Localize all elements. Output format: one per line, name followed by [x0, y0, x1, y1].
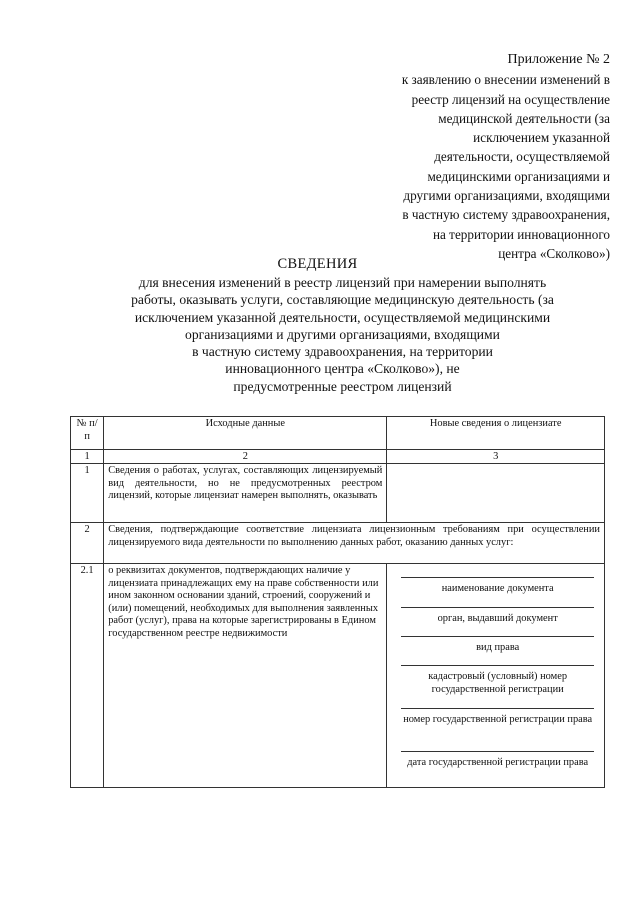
annex-line: медицинской деятельности (за [438, 110, 610, 126]
annex-line: деятельности, осуществляемой [434, 149, 610, 165]
document-title: СВЕДЕНИЯ [277, 256, 358, 272]
annex-line: реестр лицензий на осуществление [411, 91, 610, 107]
annex-line: исключением указанной [473, 130, 610, 146]
registry-table [70, 416, 605, 788]
row-description: Сведения о работах, услугах, составляющих лицензируемый вид деятельности, но не предусмотренных реестром лицензий, которые лицензиат намерен выполнять, оказывать [104, 464, 387, 523]
subtitle-line: организациями и другими организациями, входящими [185, 326, 500, 342]
annex-line: к заявлению о внесении изменений в [401, 72, 610, 88]
field-right-type[interactable]: вид права [401, 636, 594, 665]
field-issuing-authority[interactable]: орган, выдавший документ [401, 607, 594, 636]
field-registration-number[interactable]: номер государственной регистрации права [401, 708, 594, 751]
field-cadastral-number[interactable]: кадастровый (условный) номер государственной регистрации [401, 665, 594, 708]
header-new-info: Новые сведения о лицензиате [387, 417, 605, 450]
subtitle-line: исключением указанной деятельности, осуществляемой медицинскими [134, 309, 551, 325]
field-registration-date[interactable]: дата государственной регистрации права [401, 751, 594, 786]
annex-line: в частную систему здравоохранения, [402, 207, 610, 223]
header-number: № п/п [71, 417, 104, 450]
annex-header [355, 50, 610, 263]
row-value-field[interactable] [387, 464, 605, 523]
row-number: 2 [71, 523, 104, 564]
row-description: Сведения, подтверждающие соответствие лицензиата лицензионным требованиям при осуществлении лицензируемого вида деятельности по выполнению данных работ, оказанию данных услуг: [104, 523, 605, 564]
annex-line: центра «Сколково») [498, 245, 610, 261]
subtitle-line: инновационного центра «Сколково»), не [225, 361, 460, 377]
column-number-row [71, 450, 605, 464]
column-number: 2 [104, 450, 387, 464]
subtitle-line: предусмотренные реестром лицензий [233, 378, 452, 394]
table-header-row [71, 417, 605, 450]
subtitle-line: работы, оказывать услуги, составляющие медицинскую деятельность (за [131, 292, 554, 308]
row-number: 2.1 [71, 564, 104, 788]
column-number: 1 [71, 450, 104, 464]
document-fields [387, 564, 605, 788]
annex-line: на территории инновационного [432, 226, 610, 242]
header-source-data: Исходные данные [104, 417, 387, 450]
annex-line: медицинскими организациями и [427, 168, 610, 184]
subtitle-line: в частную систему здравоохранения, на территории [192, 344, 493, 360]
field-document-name[interactable]: наименование документа [401, 577, 594, 607]
row-number: 1 [71, 464, 104, 523]
row-description: о реквизитах документов, подтверждающих наличие у лицензиата принадлежащих ему на праве собственности или ином законном основании зданий, строений, сооружений и (или) помещений, необходимых для выполнения заявленных работ (услуг), права на которые зарегистрированы в Едином государственном реестре недвижимости [104, 564, 387, 788]
table-row [71, 564, 605, 788]
annex-title: Приложение № 2 [507, 52, 610, 67]
table-row [71, 464, 605, 523]
subtitle-line: для внесения изменений в реестр лицензий при намерении выполнять [138, 275, 547, 290]
document-subtitle [60, 274, 625, 395]
table-row [71, 523, 605, 564]
column-number: 3 [387, 450, 605, 464]
annex-line: другими организациями, входящими [403, 188, 610, 204]
